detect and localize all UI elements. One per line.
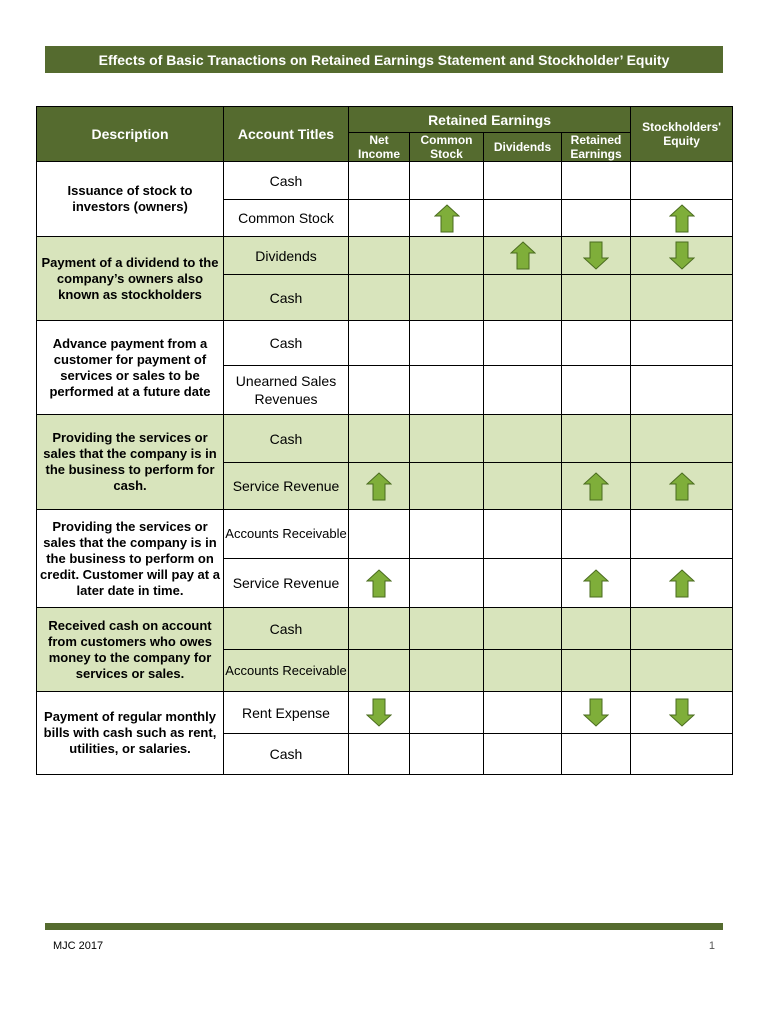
table-row xyxy=(37,692,733,734)
table-row xyxy=(37,415,733,463)
account-title: Cash xyxy=(224,321,349,366)
effect-cell xyxy=(349,366,410,415)
effect-cell xyxy=(631,321,733,366)
account-title: Accounts Receivable xyxy=(224,650,349,692)
arrow-up-icon xyxy=(510,241,536,270)
effect-cell xyxy=(410,321,484,366)
effect-cell xyxy=(484,692,562,734)
effect-cell xyxy=(631,415,733,463)
transaction-description: Providing the services or sales that the company is in the business to perform for cash. xyxy=(37,415,224,510)
header-net-income-line2: Income xyxy=(357,147,400,161)
effect-cell xyxy=(631,650,733,692)
effect-cell xyxy=(484,415,562,463)
arrow-up-icon xyxy=(669,472,695,501)
effect-cell xyxy=(484,237,562,275)
arrow-up-icon xyxy=(583,472,609,501)
header-stockholders-equity-line2: Equity xyxy=(663,134,700,148)
account-title: Unearned Sales Revenues xyxy=(224,366,349,415)
transaction-description: Providing the services or sales that the company is in the business to perform on credit. Customer will pay at a later date in time. xyxy=(37,510,224,608)
effect-cell xyxy=(410,734,484,775)
header-net-income xyxy=(349,133,410,162)
account-title: Service Revenue xyxy=(224,559,349,608)
effect-cell xyxy=(349,510,410,559)
header-stockholders-equity xyxy=(631,107,733,162)
effect-cell xyxy=(410,463,484,510)
effect-cell xyxy=(349,275,410,321)
arrow-up-icon xyxy=(583,569,609,598)
account-title: Rent Expense xyxy=(224,692,349,734)
effect-cell xyxy=(562,559,631,608)
effect-cell xyxy=(349,559,410,608)
header-net-income-line1: Net xyxy=(369,133,389,147)
effect-cell xyxy=(631,366,733,415)
effect-cell xyxy=(410,366,484,415)
effect-cell xyxy=(484,650,562,692)
arrow-down-icon xyxy=(366,698,392,727)
effect-cell xyxy=(410,559,484,608)
table-row xyxy=(37,237,733,275)
effect-cell xyxy=(349,321,410,366)
effect-cell xyxy=(562,162,631,200)
effect-cell xyxy=(562,321,631,366)
header-account-titles: Account Titles xyxy=(224,107,349,162)
effect-cell xyxy=(484,734,562,775)
transaction-description: Issuance of stock to investors (owners) xyxy=(37,162,224,237)
transaction-description: Payment of a dividend to the company’s owners also known as stockholders xyxy=(37,237,224,321)
effect-cell xyxy=(562,608,631,650)
effect-cell xyxy=(349,200,410,237)
arrow-up-icon xyxy=(366,569,392,598)
account-title: Cash xyxy=(224,415,349,463)
effect-cell xyxy=(562,692,631,734)
arrow-down-icon xyxy=(669,241,695,270)
effect-cell xyxy=(484,463,562,510)
effect-cell xyxy=(631,162,733,200)
header-description: Description xyxy=(37,107,224,162)
header-common-stock-line2: Stock xyxy=(430,147,463,161)
effect-cell xyxy=(562,734,631,775)
effect-cell xyxy=(484,275,562,321)
effect-cell xyxy=(410,692,484,734)
account-title: Cash xyxy=(224,275,349,321)
transaction-description: Advance payment from a customer for payment of services or sales to be performed at a future date xyxy=(37,321,224,415)
effect-cell xyxy=(562,275,631,321)
account-title: Cash xyxy=(224,608,349,650)
effect-cell xyxy=(410,200,484,237)
transactions-table xyxy=(36,106,733,775)
footer-label: MJC 2017 xyxy=(53,940,104,952)
header-retained-earnings xyxy=(562,133,631,162)
effect-cell xyxy=(349,650,410,692)
header-stockholders-equity-line1: Stockholders' xyxy=(642,120,721,134)
effect-cell xyxy=(484,200,562,237)
effect-cell xyxy=(410,415,484,463)
effect-cell xyxy=(484,366,562,415)
arrow-up-icon xyxy=(366,472,392,501)
effect-cell xyxy=(484,321,562,366)
table-row xyxy=(37,162,733,200)
effect-cell xyxy=(562,366,631,415)
arrow-up-icon xyxy=(669,569,695,598)
header-common-stock xyxy=(410,133,484,162)
effect-cell xyxy=(631,510,733,559)
arrow-down-icon xyxy=(583,698,609,727)
arrow-down-icon xyxy=(669,698,695,727)
page-title: Effects of Basic Tranactions on Retained Earnings Statement and Stockholder’ Equity xyxy=(45,46,723,73)
account-title: Cash xyxy=(224,162,349,200)
effect-cell xyxy=(410,275,484,321)
transaction-description: Received cash on account from customers who owes money to the company for services or sales. xyxy=(37,608,224,692)
effect-cell xyxy=(631,237,733,275)
table-row xyxy=(37,321,733,366)
arrow-up-icon xyxy=(434,204,460,233)
effect-cell xyxy=(631,692,733,734)
effect-cell xyxy=(631,734,733,775)
header-dividends: Dividends xyxy=(484,133,562,162)
effect-cell xyxy=(631,463,733,510)
account-title: Cash xyxy=(224,734,349,775)
table-row xyxy=(37,510,733,559)
transactions-body xyxy=(37,162,733,775)
effect-cell xyxy=(562,415,631,463)
page-number: 1 xyxy=(708,940,715,952)
effect-cell xyxy=(484,162,562,200)
account-title: Dividends xyxy=(224,237,349,275)
effect-cell xyxy=(349,608,410,650)
effect-cell xyxy=(410,237,484,275)
header-retained-earnings-line1: Retained xyxy=(570,133,622,147)
account-title: Service Revenue xyxy=(224,463,349,510)
effect-cell xyxy=(631,275,733,321)
effect-cell xyxy=(349,162,410,200)
effect-cell xyxy=(562,237,631,275)
effect-cell xyxy=(484,510,562,559)
effect-cell xyxy=(562,200,631,237)
effect-cell xyxy=(484,559,562,608)
effect-cell xyxy=(562,510,631,559)
arrow-up-icon xyxy=(669,204,695,233)
header-retained-earnings-group: Retained Earnings xyxy=(349,107,631,133)
effect-cell xyxy=(349,415,410,463)
effect-cell xyxy=(410,650,484,692)
table-row xyxy=(37,608,733,650)
header-retained-earnings-line2: Earnings xyxy=(570,147,622,161)
effect-cell xyxy=(349,692,410,734)
effect-cell xyxy=(631,608,733,650)
effect-cell xyxy=(349,463,410,510)
account-title: Common Stock xyxy=(224,200,349,237)
account-title: Accounts Receivable xyxy=(224,510,349,559)
effect-cell xyxy=(631,200,733,237)
effect-cell xyxy=(562,650,631,692)
effect-cell xyxy=(410,608,484,650)
footer-divider xyxy=(45,923,723,930)
effect-cell xyxy=(562,463,631,510)
effect-cell xyxy=(631,559,733,608)
effect-cell xyxy=(410,510,484,559)
effect-cell xyxy=(410,162,484,200)
effect-cell xyxy=(349,237,410,275)
effect-cell xyxy=(349,734,410,775)
transaction-description: Payment of regular monthly bills with cash such as rent, utilities, or salaries. xyxy=(37,692,224,775)
header-common-stock-line1: Common xyxy=(420,133,473,147)
effect-cell xyxy=(484,608,562,650)
arrow-down-icon xyxy=(583,241,609,270)
